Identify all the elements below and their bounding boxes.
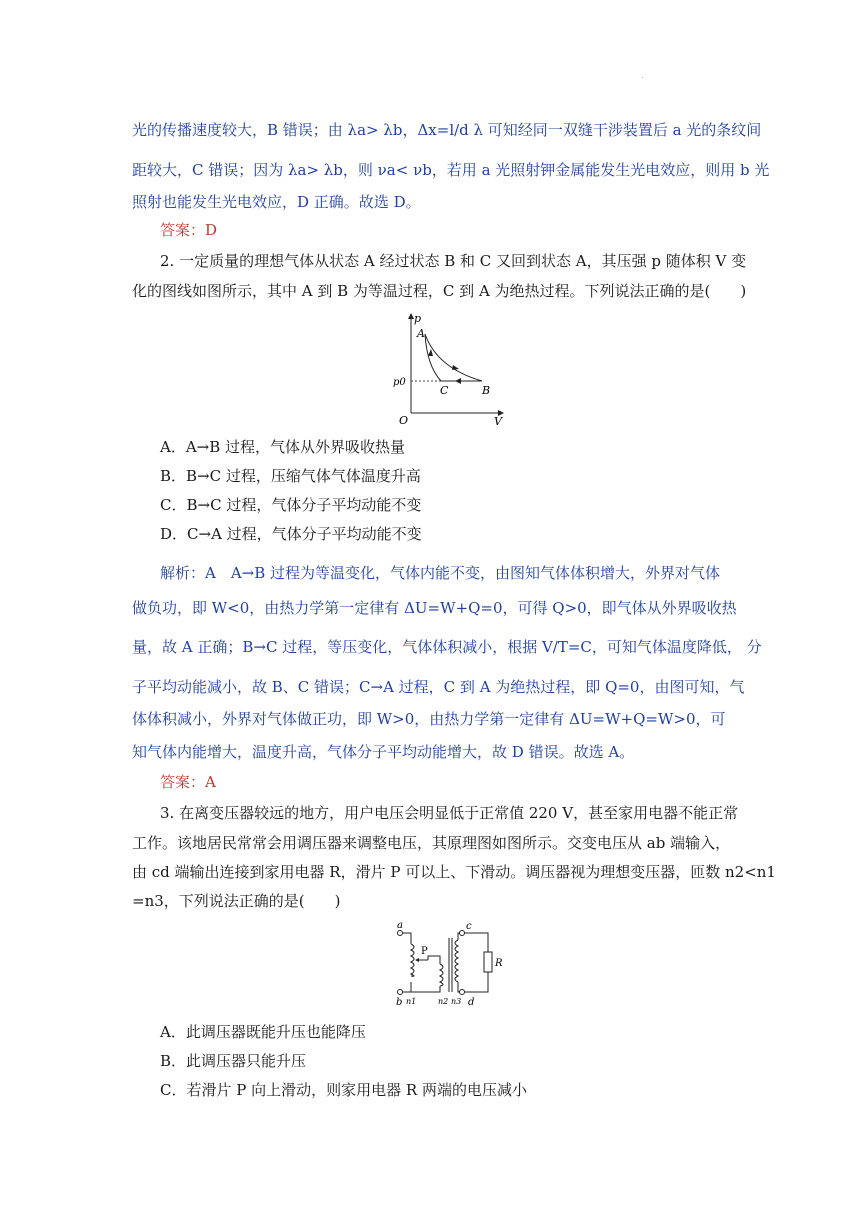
label-c: c — [466, 921, 472, 932]
q3-option-a: A．此调压器既能升压也能降压 — [160, 1023, 366, 1041]
p-axis-label: p — [414, 312, 422, 325]
arrow-on-bc — [455, 378, 461, 384]
label-d: d — [468, 997, 475, 1008]
q2-stem-line-1: 2. 一定质量的理想气体从状态 A 经过状态 B 和 C 又回到状态 A，其压强 p 随体积 V 变 — [160, 252, 747, 270]
wire-c-to-r — [464, 933, 488, 952]
label-r: R — [495, 958, 503, 969]
q3-stem-line-2: 工作。该地居民常常会用调压器来调整电压，其原理图如图所示。交变电压从 ab 端输入， — [132, 834, 731, 852]
label-n3: n3 — [451, 997, 462, 1006]
terminal-d — [460, 990, 465, 995]
explanation-line-2: 距较大，C 错误；因为 λa> λb，则 νa< νb，若用 a 光照射钾金属能发生光电效应，则用 b 光 — [132, 161, 770, 179]
wire-r-to-d — [464, 972, 488, 992]
terminal-a — [398, 931, 403, 936]
wire-p-to-n2 — [428, 956, 440, 964]
explanation-line-3: 照射也能发生光电效应，D 正确。故选 D。 — [132, 193, 421, 211]
q2-option-c: C．B→C 过程，气体分子平均动能不变 — [160, 496, 422, 514]
q2-analysis-line-6: 知气体内能增大，温度升高，气体分子平均动能增大，故 D 错误。故选 A。 — [132, 743, 635, 761]
q3-stem-line-1: 3. 在离变压器较远的地方，用户电压会明显低于正常值 220 V，甚至家用电器不能正常 — [160, 804, 739, 822]
coil-n1 — [411, 944, 414, 976]
q2-option-d: D．C→A 过程，气体分子平均动能不变 — [160, 525, 422, 543]
coil-n2 — [440, 964, 443, 986]
q2-analysis-line-4: 子平均动能减小，故 B、C 错误；C→A 过程，C 到 A 为绝热过程，即 Q=0，由图可知，气 — [132, 678, 745, 696]
q2-analysis-line-1: 解析：A A→B 过程为等温变化，气体内能不变，由图知气体体积增大，外界对气体 — [160, 564, 721, 582]
p0-label: p0 — [393, 377, 406, 388]
q3-stem-line-3: 由 cd 端输出连接到家用电器 R，滑片 P 可以上、下滑动。调压器视为理想变压器，匝数 n2<n1 — [132, 863, 776, 881]
slider-arrow — [415, 958, 419, 962]
resistor-r — [484, 952, 492, 972]
q2-option-a: A．A→B 过程，气体从外界吸收热量 — [160, 438, 406, 456]
q2-analysis-line-3: 量，故 A 正确；B→C 过程，等压变化，气体体积减小，根据 V/T=C，可知气体温度降低， 分 — [132, 638, 762, 656]
transformer-circuit-diagram — [388, 920, 508, 1010]
q2-analysis-line-5: 体体积减小，外界对气体做正功，即 W>0，由热力学第一定律有 ΔU=W+Q=W>0，可 — [132, 710, 726, 728]
terminal-c — [460, 931, 465, 936]
wire-a — [402, 933, 411, 944]
point-c-label: C — [440, 384, 449, 397]
q2-stem-line-2: 化的图线如图所示，其中 A 到 B 为等温过程，C 到 A 为绝热过程。下列说法正确的是( ) — [132, 282, 747, 300]
label-p: P — [421, 946, 428, 957]
arrow-on-ca — [428, 349, 433, 356]
terminal-b — [398, 990, 403, 995]
q2-option-b: B．B→C 过程，压缩气体气体温度升高 — [160, 467, 421, 485]
q3-option-c: C．若滑片 P 向上滑动，则家用电器 R 两端的电压减小 — [160, 1081, 527, 1099]
point-a-label: A — [417, 327, 425, 340]
wire-n2-bottom — [411, 986, 440, 992]
coil-n3 — [455, 940, 458, 982]
curve-a-to-b — [425, 334, 482, 381]
pv-diagram — [385, 308, 515, 428]
v-axis-label: V — [494, 415, 502, 428]
wire-b — [402, 982, 411, 992]
label-b: b — [396, 997, 403, 1008]
point-b-label: B — [482, 384, 491, 397]
answer-1: 答案：D — [160, 221, 218, 239]
explanation-line-1: 光的传播速度较大，B 错误；由 λa> λb，Δx=l/d λ 可知经同一双缝干涉装置后 a 光的条纹间 — [132, 121, 762, 139]
corner-mark: . — [641, 71, 644, 80]
q2-analysis-line-2: 做负功，即 W<0，由热力学第一定律有 ΔU=W+Q=0，可得 Q>0，即气体从外界吸收热 — [132, 599, 737, 617]
label-n2: n2 — [438, 997, 449, 1006]
q3-stem-line-4: =n3，下列说法正确的是( ) — [132, 892, 341, 910]
label-a: a — [397, 920, 403, 931]
label-n1: n1 — [406, 997, 417, 1006]
origin-label: O — [399, 414, 409, 427]
answer-2: 答案：A — [160, 773, 216, 791]
q3-option-b: B．此调压器只能升压 — [160, 1052, 307, 1070]
arrow-on-ab — [452, 365, 459, 370]
